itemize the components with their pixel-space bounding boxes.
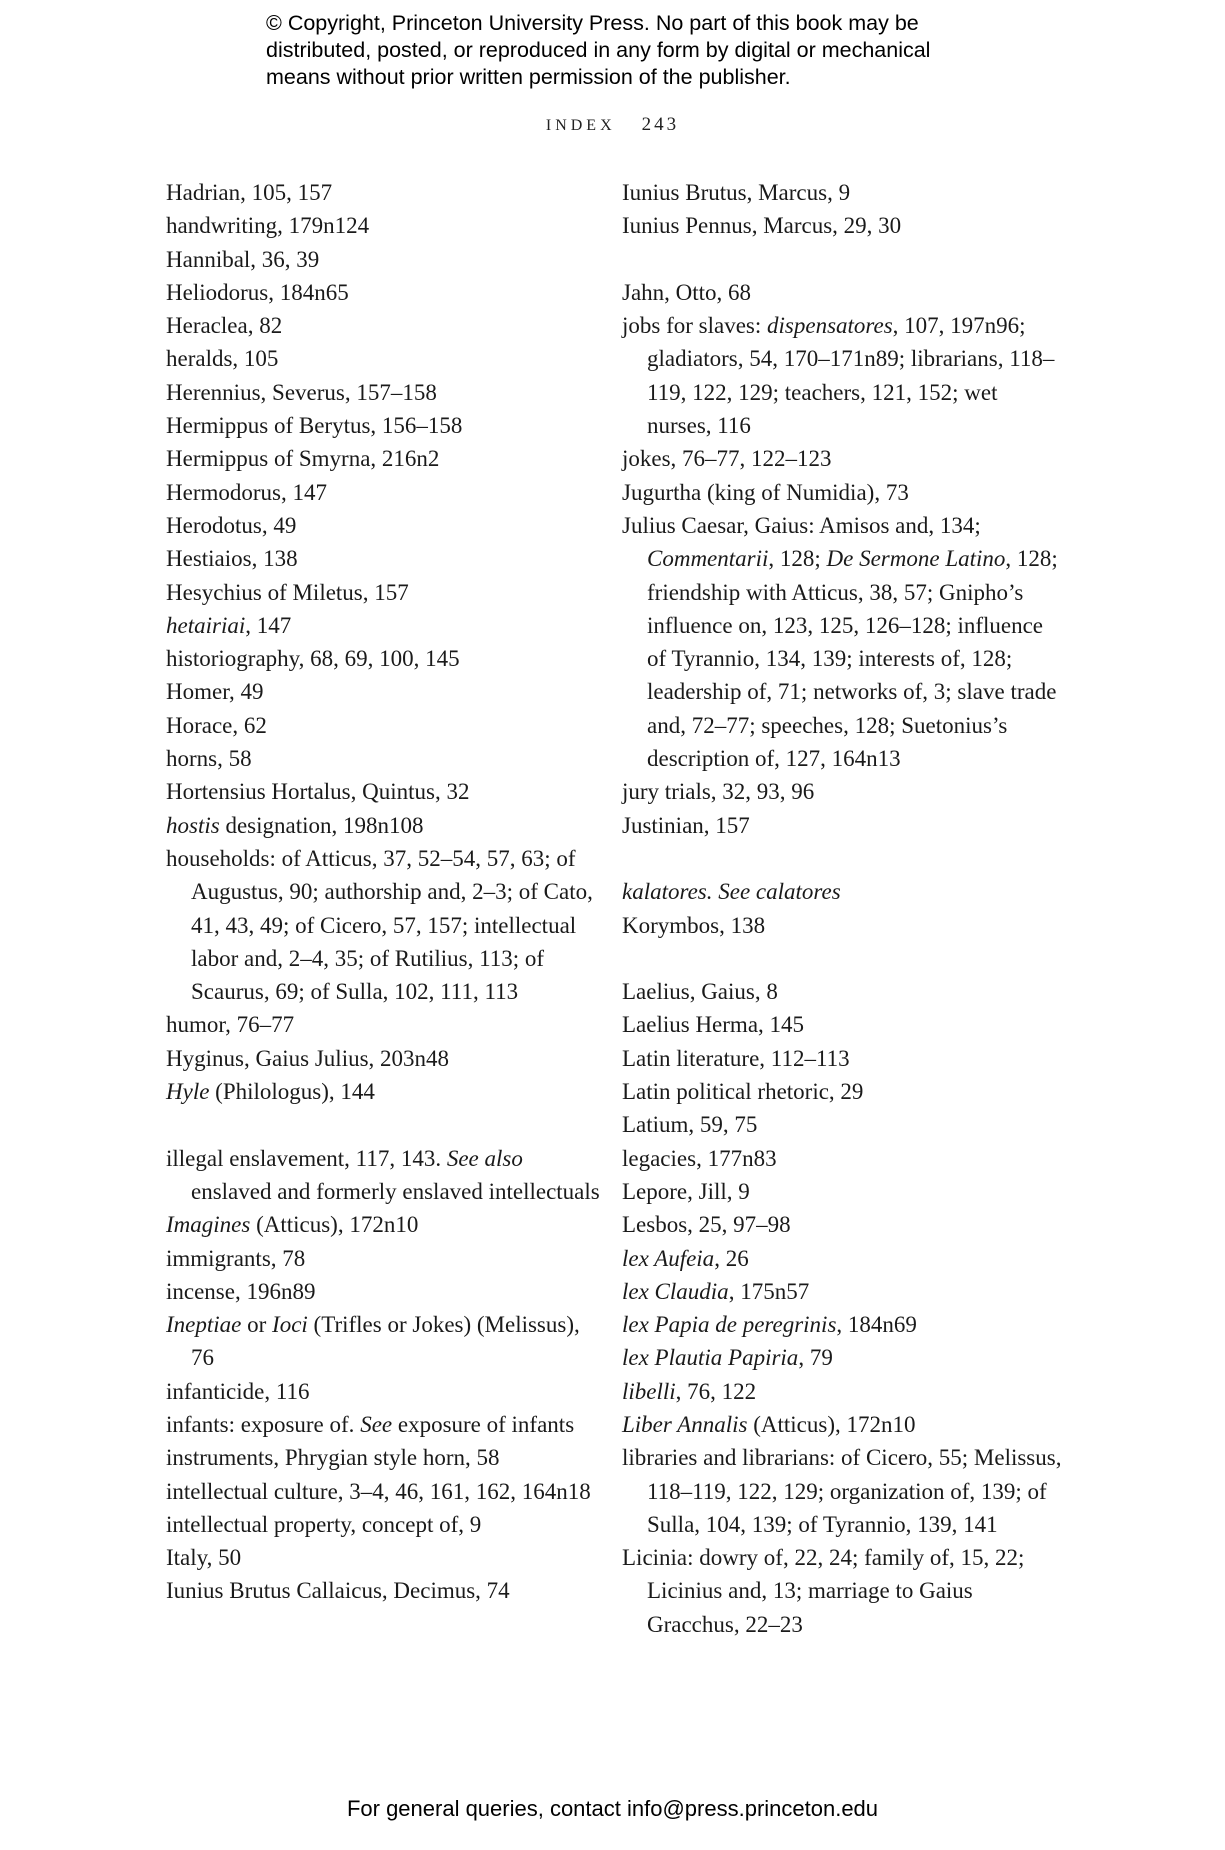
index-entry: intellectual culture, 3–4, 46, 161, 162, 164n18	[166, 1478, 591, 1504]
index-entry: intellectual property, concept of, 9	[166, 1511, 482, 1537]
index-entry: Latin political rhetoric, 29	[622, 1079, 864, 1105]
index-entry: Iunius Brutus Callaicus, Decimus, 74	[166, 1578, 510, 1604]
index-entry: jobs for slaves: dispensatores, 107, 197n96; gladiators, 54, 170–171n89; librarians, 118–119, 122, 129; teachers, 121, 152; wet nurses, 116	[622, 313, 1055, 439]
index-entry: illegal enslavement, 117, 143. See also enslaved and formerly enslaved intellectuals	[166, 1145, 600, 1204]
index-entry: Jahn, Otto, 68	[622, 279, 752, 305]
index-entry: Heraclea, 82	[166, 313, 283, 339]
index-entry: lex Plautia Papiria, 79	[622, 1345, 833, 1371]
index-entry: lex Aufeia, 26	[622, 1245, 749, 1271]
index-entry: Laelius Herma, 145	[622, 1012, 805, 1038]
copyright-line-2: distributed, posted, or reproduced in any form by digital or mechanical	[266, 38, 931, 62]
index-entry: Heliodorus, 184n65	[166, 279, 349, 305]
index-entry: Hermippus of Smyrna, 216n2	[166, 446, 440, 472]
footer-contact: For general queries, contact info@press.princeton.edu	[346, 1796, 879, 1821]
index-entry: Lepore, Jill, 9	[622, 1178, 750, 1204]
index-entry: hostis designation, 198n108	[166, 812, 424, 838]
index-entry: Julius Caesar, Gaius: Amisos and, 134; Commentarii, 128; De Sermone Latino, 128; friendship with Atticus, 38, 57; Gnipho’s influence on, 123, 125, 126–128; influence of Tyrannio, 134, 139; interests of, 128; leadership of, 71; networks of, 3; slave trade and, 72–77; speeches, 128; Suetonius’s description of, 127, 164n13	[622, 512, 1058, 772]
letter-group-gap	[622, 942, 1062, 975]
index-entry: incense, 196n89	[166, 1278, 316, 1304]
index-entry: Horace, 62	[166, 712, 267, 738]
index-entry: Iunius Pennus, Marcus, 29, 30	[622, 213, 902, 239]
index-entry: Hyginus, Gaius Julius, 203n48	[166, 1045, 450, 1071]
index-entry: horns, 58	[166, 746, 252, 772]
index-entry: legacies, 177n83	[622, 1145, 777, 1171]
index-entry: Laelius, Gaius, 8	[622, 979, 778, 1005]
index-entry: lex Claudia, 175n57	[622, 1278, 810, 1304]
index-entry: immigrants, 78	[166, 1245, 306, 1271]
index-entry: Hermodorus, 147	[166, 479, 327, 505]
running-head	[0, 114, 1225, 136]
index-entry: jokes, 76–77, 122–123	[622, 446, 832, 472]
index-entry: infants: exposure of. See exposure of infants	[166, 1411, 575, 1437]
index-entry: kalatores. See calatores	[622, 879, 841, 905]
index-entry: libelli, 76, 122	[622, 1378, 757, 1404]
index-entry: infanticide, 116	[166, 1378, 310, 1404]
index-entry: households: of Atticus, 37, 52–54, 57, 63; of Augustus, 90; authorship and, 2–3; of Cato, 41, 43, 49; of Cicero, 57, 157; intellectual labor and, 2–4, 35; of Rutilius, 113; of Scaurus, 69; of Sulla, 102, 111, 113	[166, 845, 593, 1005]
copyright-notice	[266, 10, 1026, 91]
letter-group-gap	[166, 1108, 606, 1141]
index-entry: Hyle (Philologus), 144	[166, 1079, 375, 1105]
index-entry: handwriting, 179n124	[166, 213, 370, 239]
index-entry: Korymbos, 138	[622, 912, 766, 938]
index-entry: jury trials, 32, 93, 96	[622, 779, 815, 805]
index-entry: heralds, 105	[166, 346, 279, 372]
index-entry: Herodotus, 49	[166, 512, 297, 538]
index-entry: Hesychius of Miletus, 157	[166, 579, 409, 605]
page-number: 243	[641, 114, 680, 135]
index-entry: Homer, 49	[166, 679, 264, 705]
index-entry: Ineptiae or Ioci (Trifles or Jokes) (Melissus), 76	[166, 1312, 580, 1371]
index-entry: Hortensius Hortalus, Quintus, 32	[166, 779, 470, 805]
index-entry: historiography, 68, 69, 100, 145	[166, 646, 460, 672]
index-entry: Latin literature, 112–113	[622, 1045, 850, 1071]
index-entry: libraries and librarians: of Cicero, 55; Melissus, 118–119, 122, 129; organization of, 139; of Sulla, 104, 139; of Tyrannio, 139, 141	[622, 1445, 1062, 1537]
index-entry: Hestiaios, 138	[166, 546, 298, 572]
index-entry: Jugurtha (king of Numidia), 73	[622, 479, 909, 505]
index-entry: humor, 76–77	[166, 1012, 295, 1038]
copyright-line-3: means without prior written permission of the publisher.	[266, 65, 791, 89]
index-column-left	[166, 176, 606, 1608]
index-entry: instruments, Phrygian style horn, 58	[166, 1445, 500, 1471]
index-entry: Herennius, Severus, 157–158	[166, 379, 437, 405]
index-entry: Italy, 50	[166, 1545, 242, 1571]
index-entry: Justinian, 157	[622, 812, 750, 838]
index-entry: Hermippus of Berytus, 156–158	[166, 413, 463, 439]
letter-group-gap	[622, 842, 1062, 875]
index-entry: hetairiai, 147	[166, 612, 292, 638]
index-entry: Imagines (Atticus), 172n10	[166, 1212, 419, 1238]
letter-group-gap	[622, 243, 1062, 276]
index-entry: Iunius Brutus, Marcus, 9	[622, 180, 851, 205]
index-column-right	[622, 176, 1062, 1641]
copyright-line-1: © Copyright, Princeton University Press. No part of this book may be	[266, 11, 919, 35]
index-entry: lex Papia de peregrinis, 184n69	[622, 1312, 917, 1338]
index-entry: Liber Annalis (Atticus), 172n10	[622, 1411, 916, 1437]
index-entry: Licinia: dowry of, 22, 24; family of, 15, 22; Licinius and, 13; marriage to Gaius Gracchus, 22–23	[622, 1545, 1025, 1637]
index-entry: Hannibal, 36, 39	[166, 246, 320, 272]
index-entry: Latium, 59, 75	[622, 1112, 758, 1138]
index-entry: Hadrian, 105, 157	[166, 180, 333, 205]
running-head-label: INDEX	[545, 117, 616, 134]
index-entry: Lesbos, 25, 97–98	[622, 1212, 791, 1238]
